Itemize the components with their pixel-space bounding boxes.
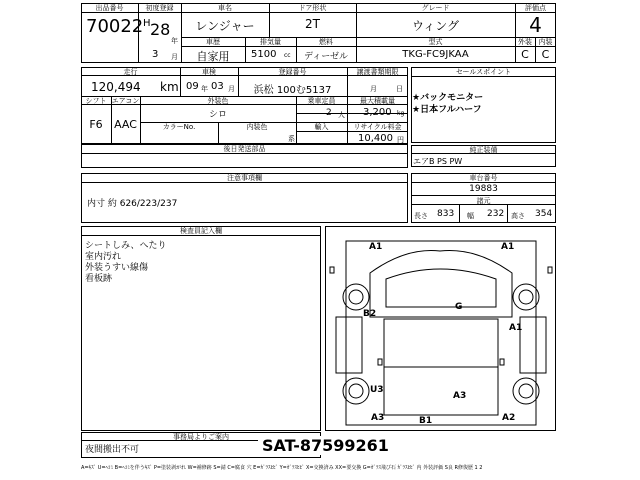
usage-label: 車歴 bbox=[206, 38, 220, 46]
inspector-line: 室内汚れ bbox=[85, 252, 122, 262]
mileage: 120,494 bbox=[91, 80, 141, 94]
damage-code: A1 bbox=[369, 242, 383, 252]
height-label: 高さ bbox=[511, 212, 525, 220]
length-value: 833 bbox=[437, 209, 455, 219]
divider bbox=[459, 204, 460, 223]
mileage-label: 走行 bbox=[123, 68, 138, 76]
sales-point-item: ★バックモニター bbox=[412, 93, 484, 103]
first-reg-year: 28 bbox=[150, 20, 171, 39]
damage-code: G bbox=[455, 302, 463, 312]
displacement: 5100 bbox=[251, 49, 277, 60]
year-unit: 年 bbox=[171, 37, 178, 45]
first-reg-label: 初度登録 bbox=[145, 4, 174, 12]
lot-no: 70022 bbox=[86, 16, 144, 37]
recycle-doc-label: 譲渡書類期限 bbox=[356, 68, 399, 76]
model-name-label: 車名 bbox=[218, 4, 232, 12]
era: H bbox=[143, 18, 151, 29]
exterior-grade-label: 外装 bbox=[518, 38, 532, 46]
stock-number: SAT-87599261 bbox=[258, 436, 393, 455]
height-value: 354 bbox=[535, 209, 553, 219]
capacity-label: 乗車定員 bbox=[307, 97, 336, 105]
grade: ウィング bbox=[411, 19, 460, 33]
grade-label: グレード bbox=[421, 4, 450, 12]
inspection-month-unit: 月 bbox=[228, 85, 235, 93]
ext-color-label: 外装色 bbox=[207, 97, 229, 105]
damage-code: A1 bbox=[509, 323, 523, 333]
damage-code: U3 bbox=[370, 385, 384, 395]
usage: 自家用 bbox=[196, 50, 230, 63]
damage-code: A2 bbox=[502, 413, 516, 423]
notes-line: 内寸 約 626/223/237 bbox=[87, 199, 178, 209]
mileage-unit: km bbox=[160, 80, 179, 94]
ac: AAC bbox=[114, 118, 137, 131]
score: 4 bbox=[529, 13, 542, 37]
equipment-label: 純正装備 bbox=[469, 146, 498, 154]
capacity-unit: 人 bbox=[338, 111, 345, 119]
interior-grade: C bbox=[541, 48, 550, 61]
inspection-year: 09 bbox=[186, 81, 199, 92]
fuel: ディーゼル bbox=[303, 52, 349, 62]
length-label: 長さ bbox=[414, 212, 428, 220]
capacity: 2 bbox=[326, 108, 332, 118]
sales-point-item: ★日本フルハーフ bbox=[412, 105, 482, 115]
interior-grade-label: 内装 bbox=[538, 38, 553, 46]
int-color-label: 内装色 bbox=[246, 123, 268, 131]
chassis-value: 19883 bbox=[469, 184, 498, 194]
recycle-fee: 10,400 bbox=[358, 133, 393, 144]
inspector-line: 外装うすい線傷 bbox=[85, 263, 149, 273]
legend: A=ｷｽﾞ U=ﾍｺﾐ B=ﾍｺﾐを伴うｷｽﾞ P=塗装剥がれ W=補修跡 S=錆 C=腐食 穴 E=ｶﾞﾗｽﾋﾋﾞ Y=ｶﾞﾗｽﾋﾋﾞ X=交換済み XX=要交換 G=ｶﾞﾗｽ飛び石 ｶﾞﾗｽﾋﾋﾞ 内 外装評価 S良 R修復歴 1 2 bbox=[81, 465, 483, 471]
fuel-label: 燃料 bbox=[319, 38, 333, 46]
recycle-doc-month: 月 bbox=[370, 85, 377, 93]
import-label: 輸入 bbox=[314, 123, 329, 131]
color-no-label: カラーNo. bbox=[162, 123, 196, 131]
max-load-label: 最大積載量 bbox=[360, 97, 395, 105]
recycle-fee-unit: 円 bbox=[397, 136, 404, 144]
chassis-label: 車台番号 bbox=[469, 174, 498, 182]
divider bbox=[507, 204, 508, 223]
max-load-unit: kg bbox=[397, 110, 405, 117]
model-code-label: 型式 bbox=[428, 38, 443, 46]
inspector-line: 看板跡 bbox=[85, 274, 113, 284]
ac-label: エアコン bbox=[111, 97, 140, 105]
model-code: TKG-FC9JKAA bbox=[402, 49, 469, 60]
damage-diagram bbox=[325, 226, 556, 431]
damage-code: B2 bbox=[363, 309, 377, 319]
sales-points-label: セールスポイント bbox=[455, 68, 512, 76]
dims-label: 諸元 bbox=[476, 197, 491, 205]
month-unit: 月 bbox=[171, 53, 178, 61]
doors: 2T bbox=[305, 17, 320, 31]
displacement-label: 排気量 bbox=[260, 38, 281, 46]
notes-label: 注意事項欄 bbox=[227, 174, 262, 182]
width-label: 幅 bbox=[467, 212, 474, 220]
max-load: 3,200 bbox=[363, 107, 392, 118]
plate: 浜松 100む5137 bbox=[253, 85, 332, 96]
damage-code: A3 bbox=[453, 391, 467, 401]
inspector-label: 検査員記入欄 bbox=[180, 227, 222, 235]
width-value: 232 bbox=[487, 209, 505, 219]
ext-color: シロ bbox=[208, 110, 227, 120]
recycle-doc-day: 日 bbox=[396, 85, 403, 93]
model-name: レンジャー bbox=[195, 19, 255, 33]
lot-no-label: 出品番号 bbox=[95, 4, 124, 12]
displacement-unit: cc bbox=[284, 52, 291, 59]
office-label: 事務局よりご案内 bbox=[173, 433, 229, 441]
import-suffix: 系 bbox=[288, 135, 295, 143]
exterior-grade: C bbox=[521, 48, 529, 61]
inspection-month: 03 bbox=[211, 81, 224, 92]
doors-label: ドア形状 bbox=[298, 4, 327, 12]
shift: F6 bbox=[89, 118, 103, 131]
inspection-label: 車検 bbox=[202, 68, 216, 76]
first-reg-month: 3 bbox=[152, 49, 159, 60]
damage-code: A3 bbox=[371, 413, 385, 423]
damage-code: A1 bbox=[501, 242, 515, 252]
recycle-fee-label: リサイクル料金 bbox=[353, 123, 402, 131]
inspection-year-unit: 年 bbox=[201, 85, 208, 93]
damage-code: B1 bbox=[419, 416, 433, 426]
plate-label: 登録番号 bbox=[278, 68, 307, 76]
inspector-line: シートしみ、へたり bbox=[85, 241, 167, 251]
equipment-value: エアB PS PW bbox=[413, 157, 463, 166]
score-label: 評価点 bbox=[525, 4, 546, 12]
shift-label: シフト bbox=[85, 97, 107, 105]
delivery-label: 後日発送部品 bbox=[223, 145, 266, 153]
office-line: 夜間搬出不可 bbox=[85, 445, 140, 455]
